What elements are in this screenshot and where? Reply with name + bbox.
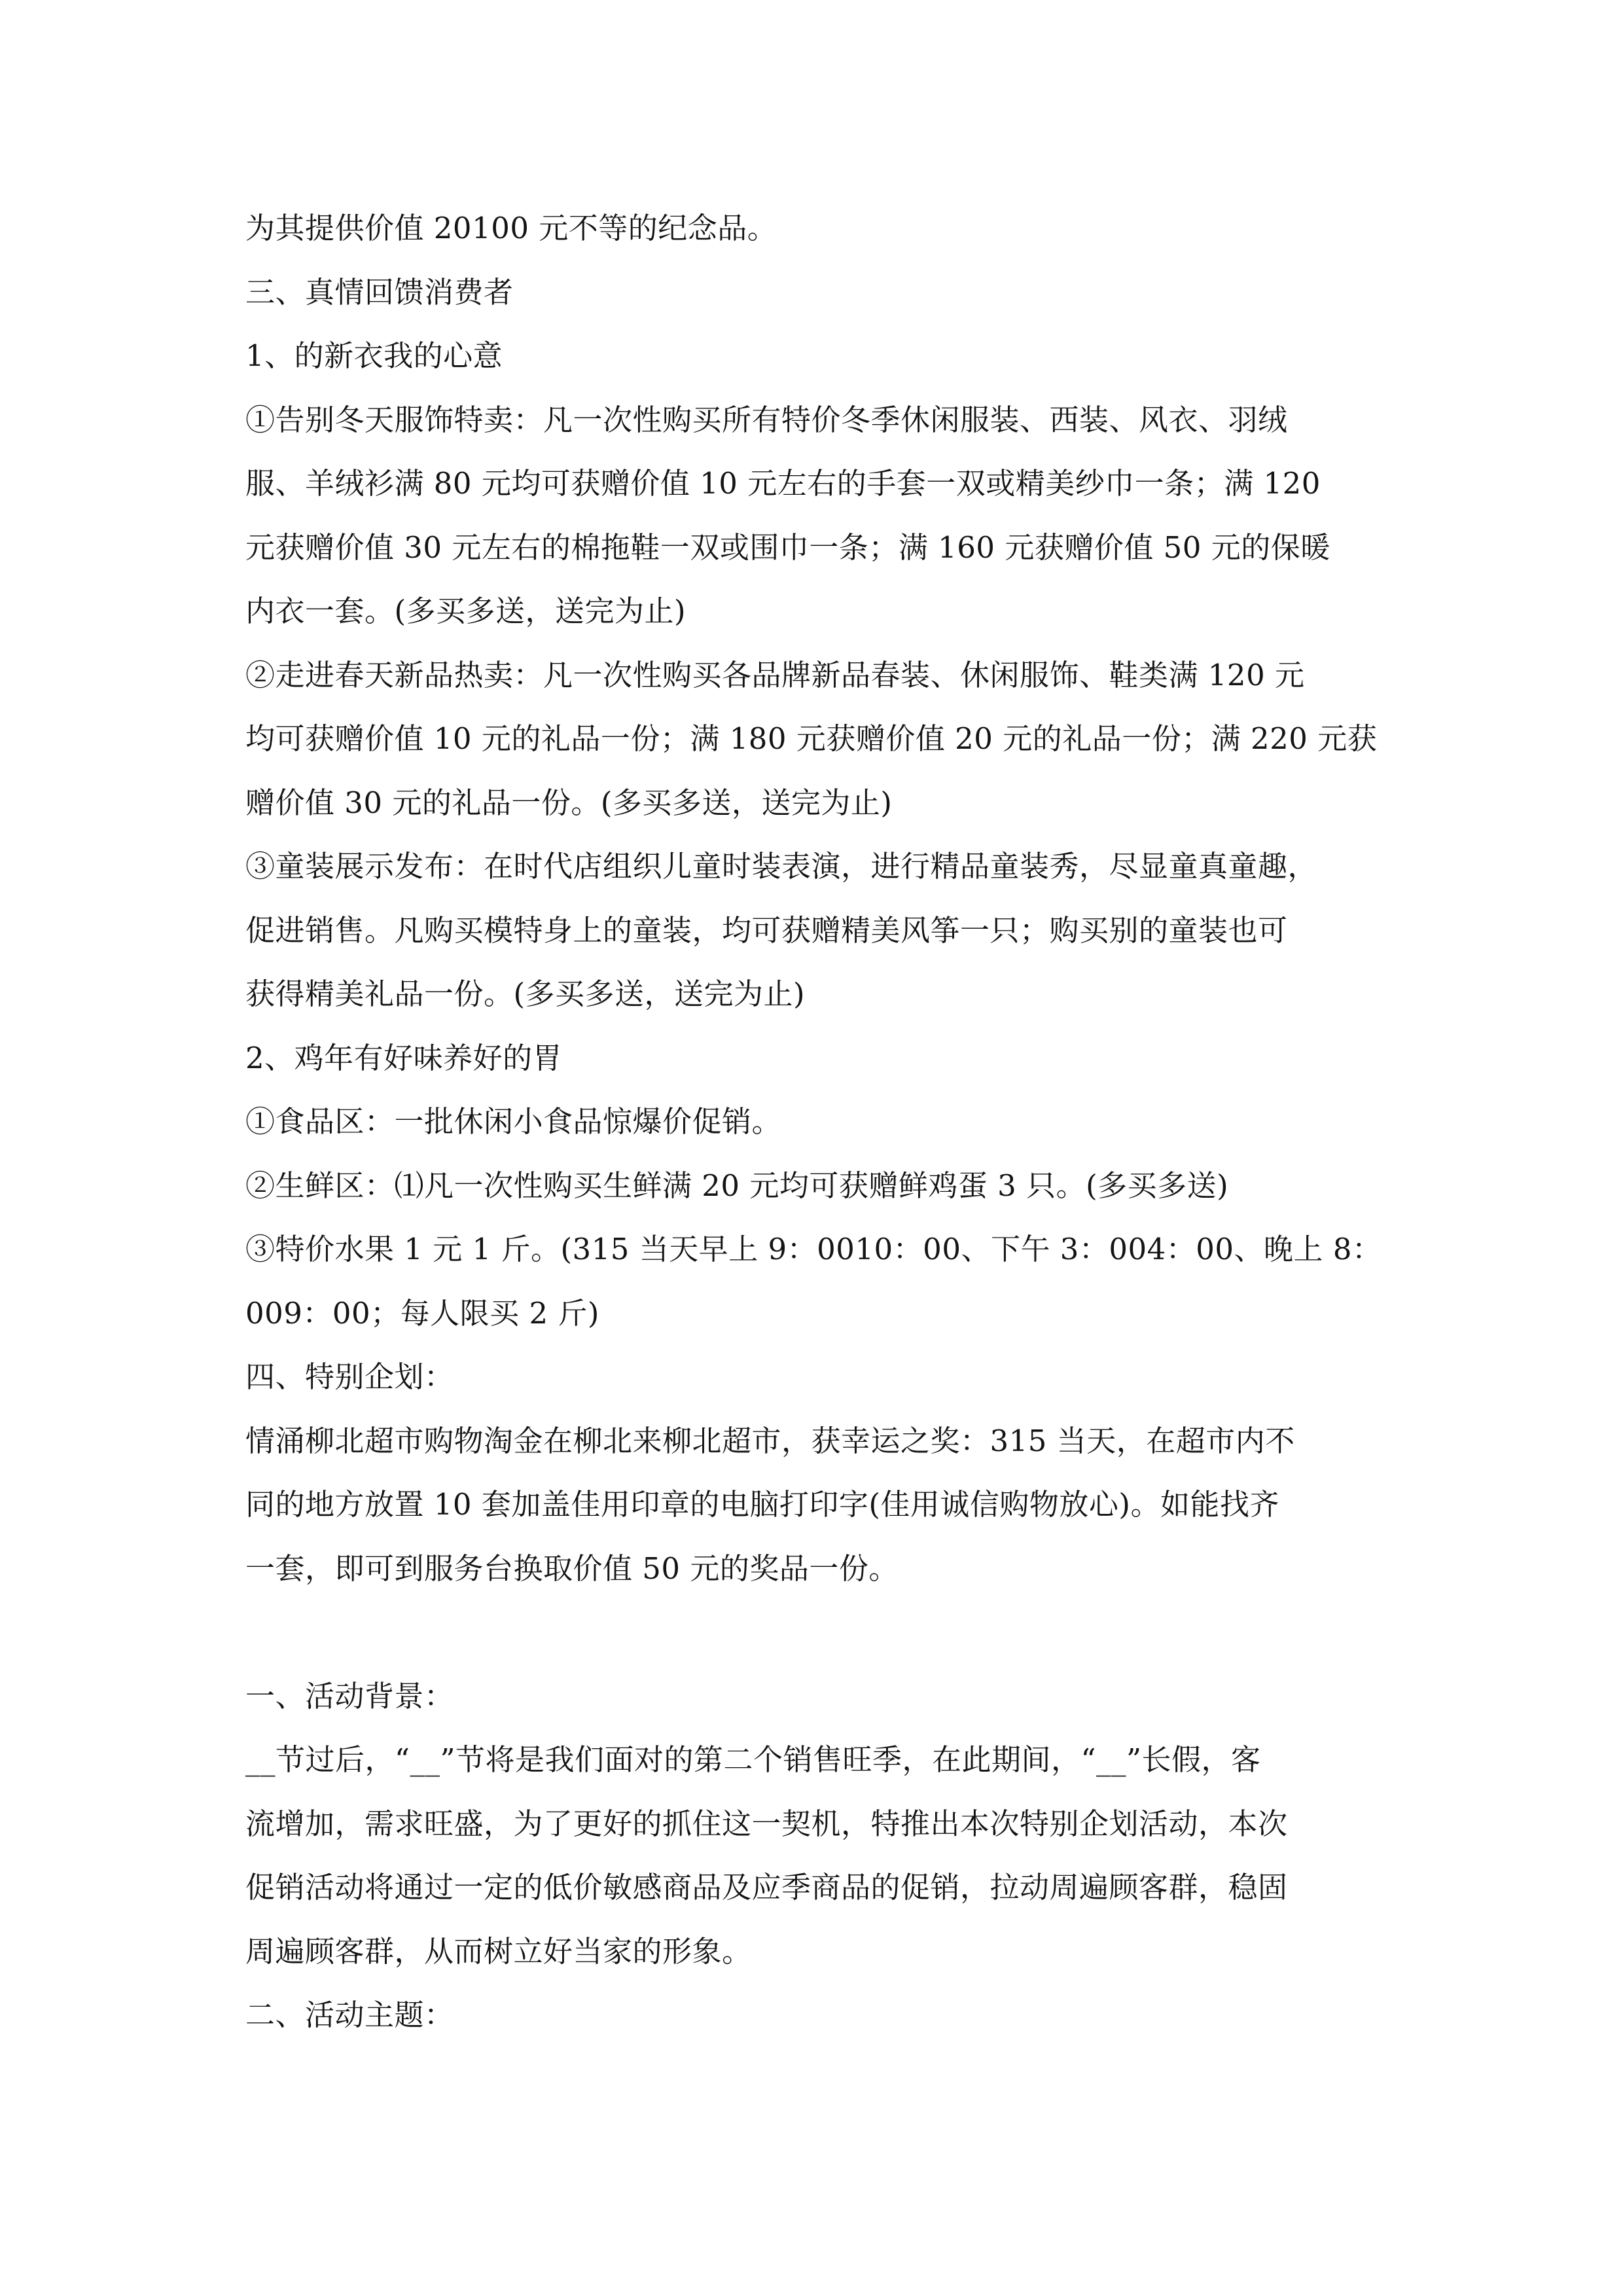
text-line: 获得精美礼品一份。(多买多送，送完为止) xyxy=(245,977,806,1011)
subsection-heading: 1、的新衣我的心意 xyxy=(245,338,503,373)
text-line: 为其提供价值 20100 元不等的纪念品。 xyxy=(245,211,777,245)
text-line: 情涌柳北超市购物淘金在柳北来柳北超市，获幸运之奖：315 当天，在超市内不 xyxy=(245,1423,1295,1458)
text-line: 促销活动将通过一定的低价敏感商品及应季商品的促销，拉动周遍顾客群，稳固 xyxy=(245,1870,1288,1905)
paragraph-gap xyxy=(245,1600,1381,1664)
section-heading: 四、特别企划： xyxy=(245,1359,454,1394)
text-line: ③特价水果 1 元 1 斤。(315 当天早上 9：0010：00、下午 3：004：00、晚上 8： xyxy=(245,1232,1382,1266)
text-line: 赠价值 30 元的礼品一份。(多买多送，送完为止) xyxy=(245,785,893,820)
text-line: ②走进春天新品热卖：凡一次性购买各品牌新品春装、休闲服饰、鞋类满 120 元 xyxy=(245,657,1305,692)
text-line: ①食品区：一批休闲小食品惊爆价促销。 xyxy=(245,1104,782,1139)
text-line: 内衣一套。(多买多送，送完为止) xyxy=(245,594,687,628)
text-line: 009：00；每人限买 2 斤) xyxy=(245,1295,599,1331)
text-line: 服、羊绒衫满 80 元均可获赠价值 10 元左右的手套一双或精美纱巾一条；满 120 xyxy=(245,466,1321,501)
text-line: 周遍顾客群，从而树立好当家的形象。 xyxy=(245,1933,752,1969)
text-line: 均可获赠价值 10 元的礼品一份；满 180 元获赠价值 20 元的礼品一份；满 220 元获 xyxy=(245,721,1378,756)
document-body xyxy=(245,196,1381,2047)
text-line: 元获赠价值 30 元左右的棉拖鞋一双或围巾一条；满 160 元获赠价值 50 元的保暖 xyxy=(245,529,1330,565)
text-line: ②生鲜区：⑴凡一次性购买生鲜满 20 元均可获赠鲜鸡蛋 3 只。(多买多送) xyxy=(245,1168,1229,1203)
text-line: ①告别冬天服饰特卖：凡一次性购买所有特价冬季休闲服装、西装、风衣、羽绒 xyxy=(245,402,1288,437)
text-line: 一套，即可到服务台换取价值 50 元的奖品一份。 xyxy=(245,1551,899,1586)
subsection-heading: 2、鸡年有好味养好的胃 xyxy=(245,1040,563,1075)
section-heading: 一、活动背景： xyxy=(245,1678,454,1713)
text-line: ③童装展示发布：在时代店组织儿童时装表演，进行精品童装秀，尽显童真童趣， xyxy=(245,849,1318,884)
section-heading: 三、真情回馈消费者 xyxy=(245,274,514,310)
text-line: __节过后，“__”节将是我们面对的第二个销售旺季，在此期间，“__”长假，客 xyxy=(245,1742,1261,1777)
text-line: 流增加，需求旺盛，为了更好的抓住这一契机，特推出本次特别企划活动，本次 xyxy=(245,1806,1288,1841)
text-line: 同的地方放置 10 套加盖佳用印章的电脑打印字(佳用诚信购物放心)。如能找齐 xyxy=(245,1487,1279,1522)
text-line: 促进销售。凡购买模特身上的童装，均可获赠精美风筝一只；购买别的童装也可 xyxy=(245,912,1288,948)
section-heading: 二、活动主题： xyxy=(245,1998,454,2032)
